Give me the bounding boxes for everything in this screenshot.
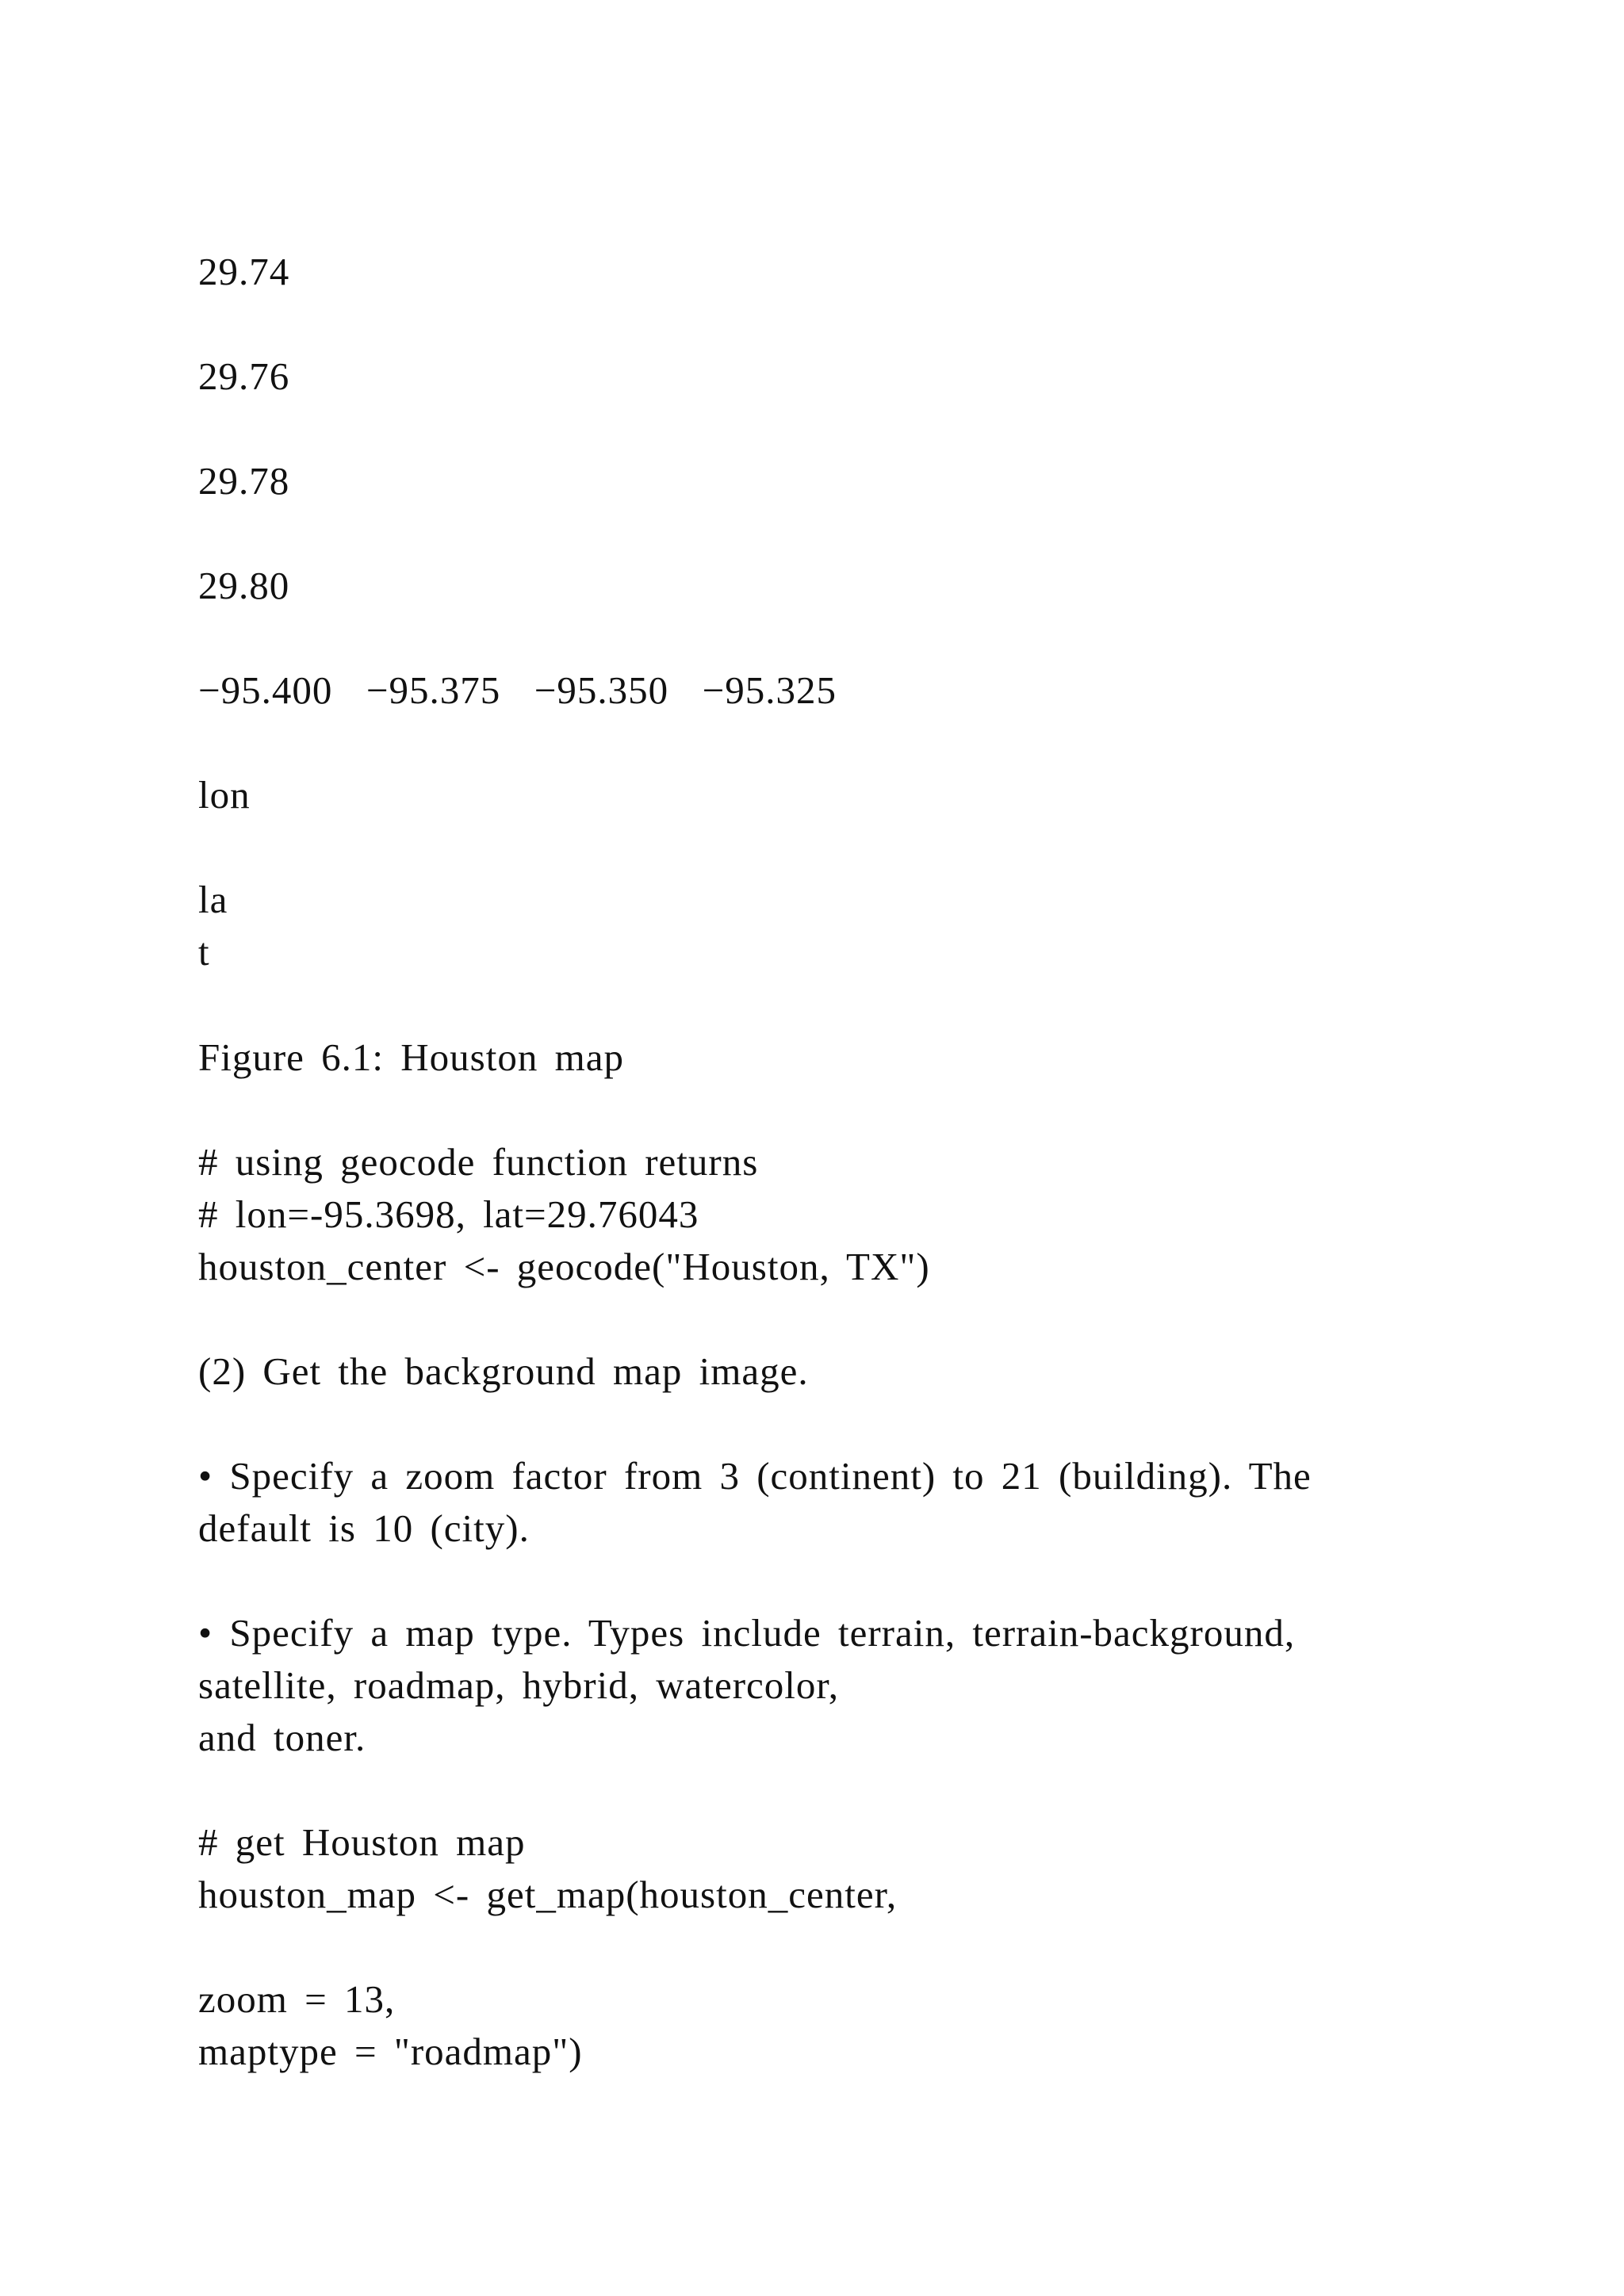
bullet-maptype-line2: satellite, roadmap, hybrid, watercolor,: [198, 1663, 840, 1707]
bullet-maptype-line1: • Specify a map type. Types include terrain, terrain-background,: [198, 1611, 1296, 1655]
lat-tick-label: 29.76: [198, 354, 290, 398]
code-line: houston_map <- get_map(houston_center,: [198, 1873, 898, 1916]
code-comment: # get Houston map: [198, 1820, 526, 1864]
step-heading: (2) Get the background map image.: [198, 1349, 809, 1393]
bullet-maptype-line3: and toner.: [198, 1716, 366, 1759]
figure-caption: Figure 6.1: Houston map: [198, 1035, 624, 1079]
lat-tick-label: 29.74: [198, 250, 290, 293]
y-axis-label-part1: la: [198, 878, 228, 921]
code-line: maptype = "roadmap"): [198, 2030, 583, 2073]
y-axis-label-part2: t: [198, 930, 210, 974]
x-axis-label: lon: [198, 773, 251, 817]
bullet-zoom-line1: • Specify a zoom factor from 3 (continent) to 21 (building). The: [198, 1454, 1312, 1498]
lon-tick-labels: −95.400 −95.375 −95.350 −95.325: [198, 668, 837, 712]
code-line: houston_center <- geocode("Houston, TX"): [198, 1245, 930, 1288]
lat-tick-label: 29.78: [198, 459, 290, 503]
code-line: zoom = 13,: [198, 1977, 396, 2021]
code-comment: # lon=-95.3698, lat=29.76043: [198, 1192, 699, 1236]
code-comment: # using geocode function returns: [198, 1140, 759, 1184]
lat-tick-label: 29.80: [198, 564, 290, 607]
bullet-zoom-line2: default is 10 (city).: [198, 1506, 530, 1550]
